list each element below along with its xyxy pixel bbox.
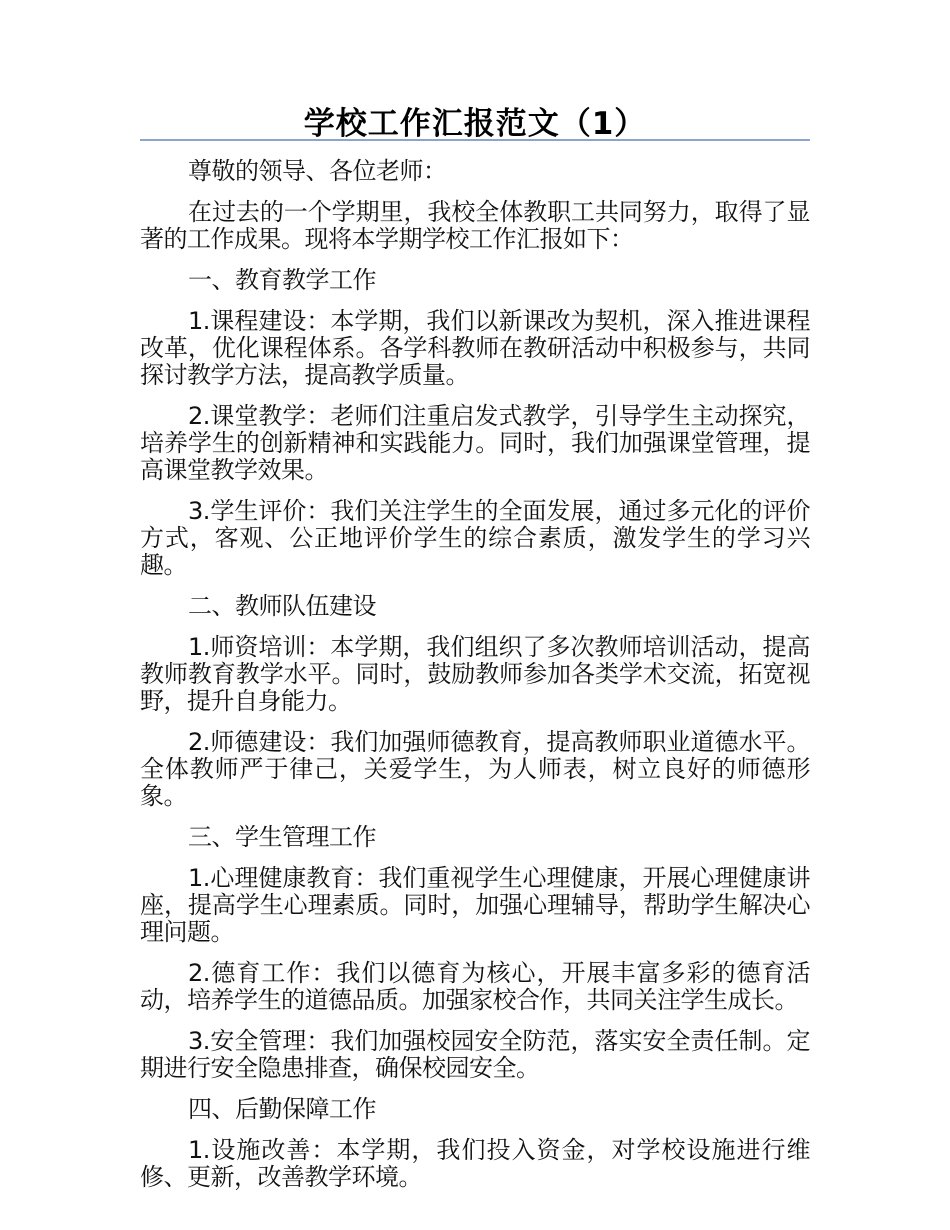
document-title: 学校工作汇报范文（1）: [303, 106, 647, 142]
section-item: 3.学生评价：我们关注学生的全面发展，通过多元化的评价方式，客观、公正地评价学生的综合素质，激发学生的学习兴趣。: [140, 497, 810, 579]
section-heading: 四、后勤保障工作: [188, 1095, 376, 1123]
section-item: 2.德育工作：我们以德育为核心，开展丰富多彩的德育活动，培养学生的道德品质。加强家校合作，共同关注学生成长。: [140, 959, 810, 1014]
section-item: 3.安全管理：我们加强校园安全防范，落实安全责任制。定期进行安全隐患排查，确保校园安全。: [140, 1027, 810, 1082]
section-heading: 三、学生管理工作: [188, 823, 376, 851]
section-heading: 二、教师队伍建设: [188, 592, 376, 620]
section-item: 2.师德建设：我们加强师德教育，提高教师职业道德水平。全体教师严于律己，关爱学生，为人师表，树立良好的师德形象。: [140, 728, 810, 810]
section-item: 1.心理健康教育：我们重视学生心理健康，开展心理健康讲座，提高学生心理素质。同时，加强心理辅导，帮助学生解决心理问题。: [140, 864, 810, 946]
section-item: 1.课程建设：本学期，我们以新课改为契机，深入推进课程改革，优化课程体系。各学科教师在教研活动中积极参与，共同探讨教学方法，提高教学质量。: [140, 307, 810, 389]
section-item: 1.师资培训：本学期，我们组织了多次教师培训活动，提高教师教育教学水平。同时，鼓励教师参加各类学术交流，拓宽视野，提升自身能力。: [140, 633, 810, 715]
section-heading: 一、教育教学工作: [188, 266, 376, 294]
document-body: [140, 158, 810, 1205]
salutation: 尊敬的领导、各位老师：: [188, 157, 447, 185]
title-underline: [140, 139, 810, 141]
section-item: 2.课堂教学：老师们注重启发式教学，引导学生主动探究，培养学生的创新精神和实践能力。同时，我们加强课堂管理，提高课堂教学效果。: [140, 402, 810, 484]
intro-paragraph: 在过去的一个学期里，我校全体教职工共同努力，取得了显著的工作成果。现将本学期学校工作汇报如下：: [140, 198, 810, 253]
section-item: 1.设施改善：本学期，我们投入资金，对学校设施进行维修、更新，改善教学环境。: [140, 1136, 810, 1191]
